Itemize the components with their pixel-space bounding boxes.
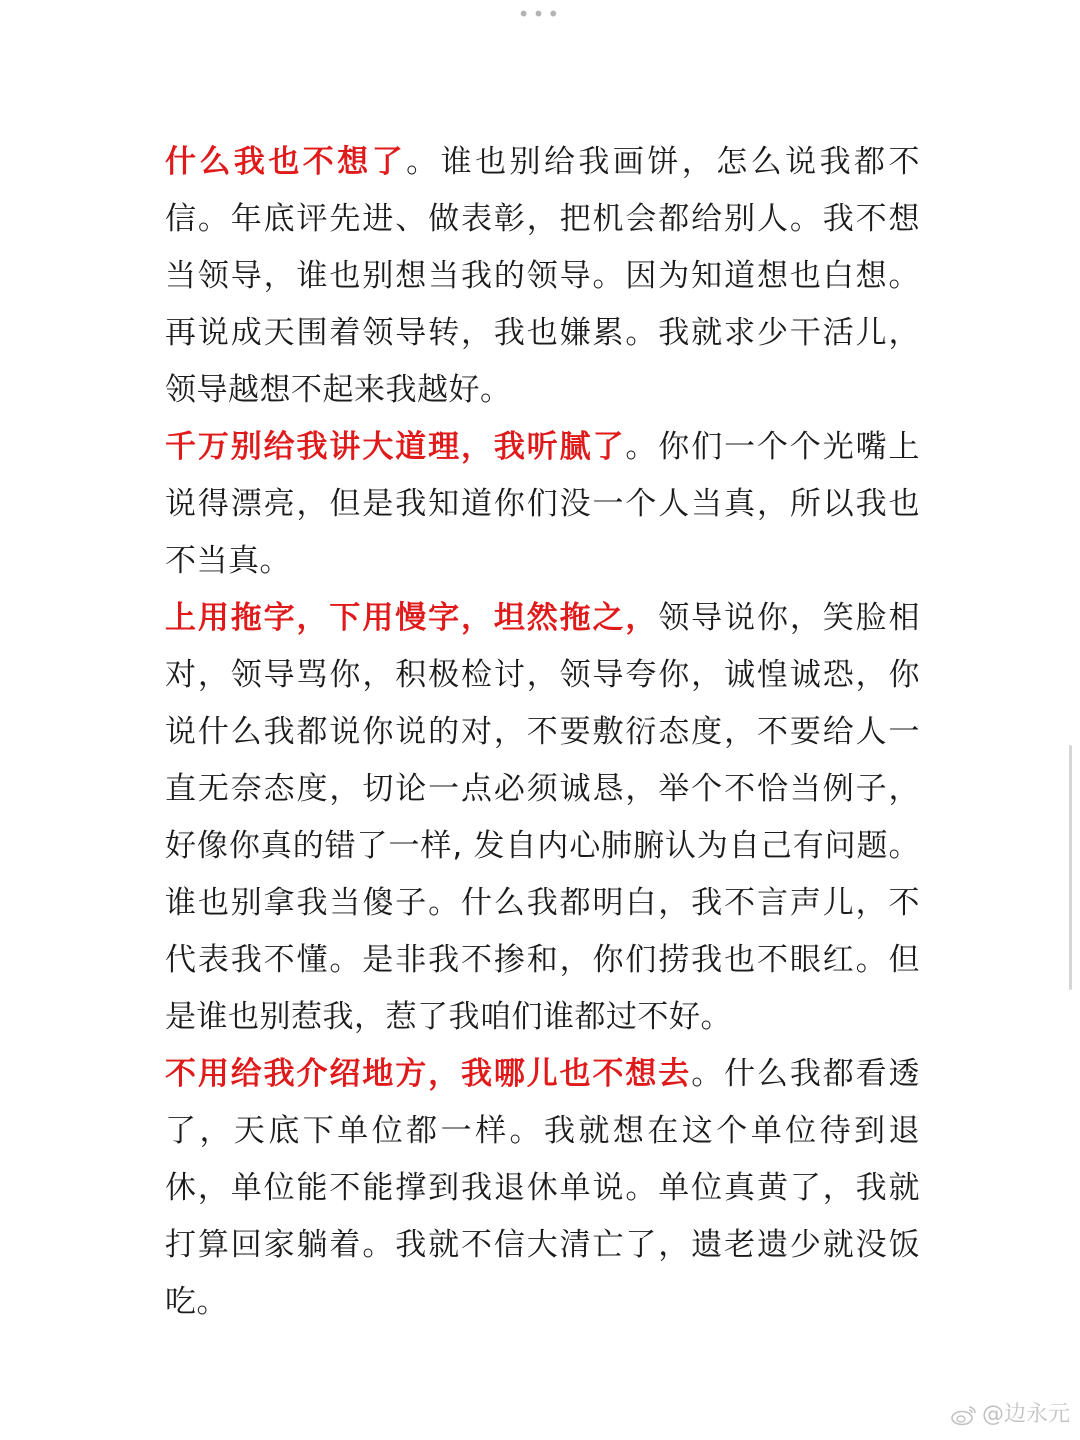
more-options-dots[interactable]: •••: [517, 2, 563, 26]
scrollbar[interactable]: [1069, 745, 1072, 990]
paragraph-text: 。谁也别给我画饼，怎么说我都不信。年底评先进、做表彰，把机会都给别人。我不想当领导，谁也别想当我的领导。因为知道想也白想。再说成天围着领导转，我也嫌累。我就求少干活儿，领导越想不起来我越好。: [165, 144, 921, 408]
paragraph-text: 。什么我都看透了，天底下单位都一样。我就想在这个单位待到退休，单位能不能撑到我退休单说。单位真黄了，我就打算回家躺着。我就不信大清亡了，遗老遗少就没饭吃。: [165, 1056, 921, 1320]
paragraph-text: 。你们一个个光嘴上说得漂亮，但是我知道你们没一个人当真，所以我也不当真。: [165, 429, 921, 579]
highlight-phrase: 上用拖字，下用慢字，坦然拖之，: [165, 600, 659, 636]
watermark: [950, 1402, 1070, 1428]
paragraph-3: [165, 590, 920, 1046]
paragraph-4: [165, 1046, 920, 1331]
paragraph-1: [165, 134, 920, 419]
paragraph-2: [165, 419, 920, 590]
highlight-phrase: 什么我也不想了: [165, 144, 407, 180]
watermark-text: @边永元: [981, 1402, 1070, 1427]
weibo-icon: [950, 1404, 978, 1426]
highlight-phrase: 千万别给我讲大道理，我听腻了: [165, 429, 626, 465]
article-body: [165, 134, 920, 1331]
highlight-phrase: 不用给我介绍地方，我哪儿也不想去: [165, 1056, 692, 1092]
paragraph-text: 领导说你，笑脸相对，领导骂你，积极检讨，领导夸你，诚惶诚恐，你说什么我都说你说的对，不要敷衍态度，不要给人一直无奈态度，切论一点必须诚恳，举个不恰当例子，好像你真的错了一样, 发自内心肺腑认为自己有问题。谁也别拿我当傻子。什么我都明白，我不言声儿，不代表我不懂。是非我不掺和，你们捞我也不眼红。但是谁也别惹我，惹了我咱们谁都过不好。: [165, 600, 921, 1035]
